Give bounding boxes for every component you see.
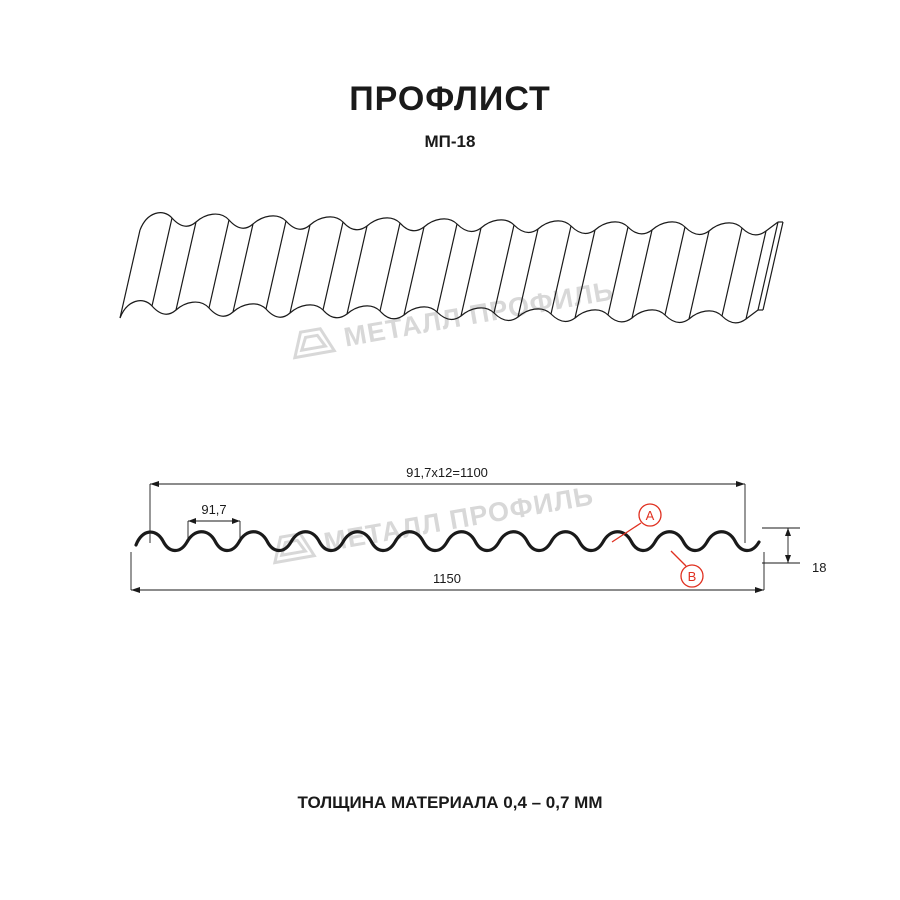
metall-profil-logo-icon-2: [271, 532, 315, 563]
metall-profil-logo-icon: [291, 327, 335, 358]
page-title: ПРОФЛИСТ: [349, 80, 551, 118]
watermark-logo-top: [290, 275, 616, 361]
watermark-text: МЕТАЛЛ ПРОФИЛЬ: [341, 275, 616, 353]
callout-b: [671, 551, 703, 587]
callout-b-label: B: [687, 569, 697, 584]
dimension-pitch-label: 91,7: [201, 502, 227, 517]
product-code: МП-18: [424, 132, 476, 151]
material-thickness-note: ТОЛЩИНА МАТЕРИАЛА 0,4 – 0,7 ММ: [297, 793, 603, 812]
callout-a: [612, 504, 661, 542]
callout-a-label: A: [645, 508, 655, 523]
dimension-working-width-label: 91,7x12=1100: [406, 465, 488, 480]
dimension-total-width-label: 1150: [433, 571, 461, 586]
dimension-height: [762, 528, 800, 563]
watermark-logo-bottom: [270, 480, 596, 566]
callout-b-leader: [671, 551, 686, 566]
dimension-height-label: 18: [812, 560, 827, 575]
watermark-text-2: МЕТАЛЛ ПРОФИЛЬ: [321, 480, 596, 558]
